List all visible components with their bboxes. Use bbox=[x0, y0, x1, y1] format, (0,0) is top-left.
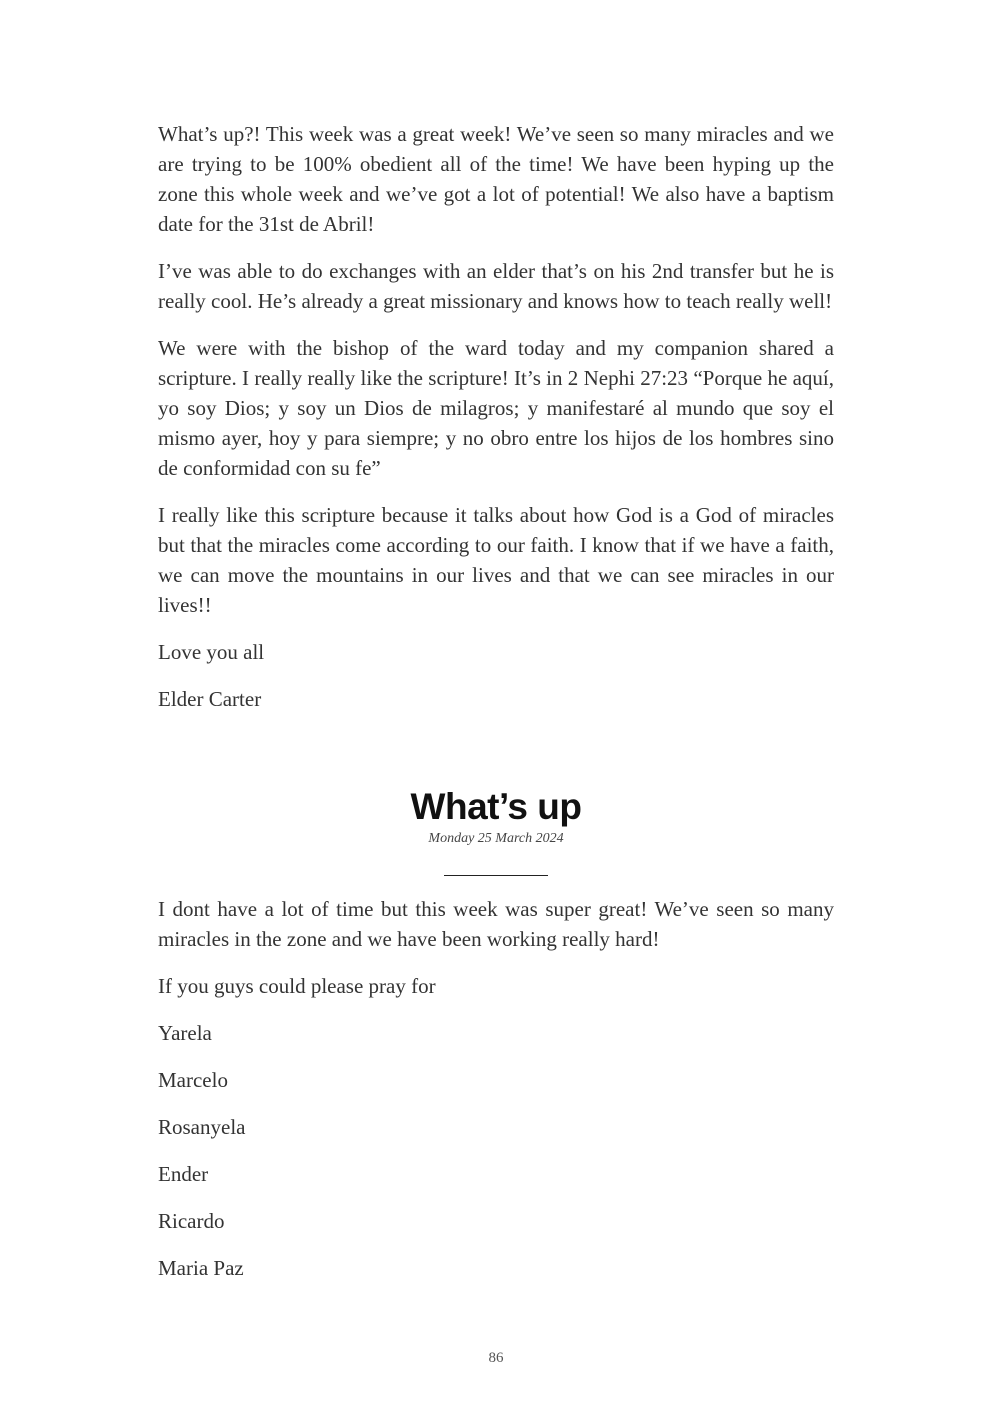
paragraph: We were with the bishop of the ward today and my companion shared a scripture. I really really like the scripture! It’s in 2 Nephi 27:23 “Porque he aquí, yo soy Dios; y soy un Dios de milagros; y manifestaré al mundo que soy el mismo ayer, hoy y para siempre; y no obro entre los hijos de los hombres sino de conformidad con su fe” bbox=[158, 336, 834, 480]
letter-title: What’s up bbox=[410, 786, 582, 827]
signature-line: Elder Carter bbox=[158, 687, 262, 711]
page-number: 86 bbox=[488, 1350, 504, 1366]
letter-date: Monday 25 March 2024 bbox=[428, 831, 564, 846]
paragraph: I really like this scripture because it talks about how God is a God of miracles but that the miracles come according to our faith. I know that if we have a faith, we can move the mountains in our lives and that we can see miracles in our lives!! bbox=[158, 503, 834, 617]
name-list-item: Ricardo bbox=[158, 1209, 225, 1233]
letter-heading bbox=[0, 784, 992, 876]
paragraph: I dont have a lot of time but this week was super great! We’ve seen so many miracles in the zone and we have been working really hard! bbox=[158, 897, 834, 951]
name-list-item: Ender bbox=[158, 1162, 209, 1186]
name-list-item: Maria Paz bbox=[158, 1256, 244, 1280]
paragraph: If you guys could please pray for bbox=[158, 974, 436, 998]
paragraph: I’ve was able to do exchanges with an elder that’s on his 2nd transfer but he is really cool. He’s already a great missionary and knows how to teach really well! bbox=[158, 259, 834, 313]
closing-line: Love you all bbox=[158, 640, 265, 664]
divider bbox=[444, 875, 548, 876]
letter-body bbox=[158, 894, 834, 1300]
paragraph: What’s up?! This week was a great week! We’ve seen so many miracles and we are trying to be 100% obedient all of the time! We have been hyping up the zone this whole week and we’ve got a lot of potential! We also have a baptism date for the 31st de Abril! bbox=[158, 122, 834, 236]
name-list-item: Yarela bbox=[158, 1021, 212, 1045]
letter-body-previous bbox=[158, 119, 834, 731]
name-list-item: Rosanyela bbox=[158, 1115, 246, 1139]
name-list-item: Marcelo bbox=[158, 1068, 228, 1092]
